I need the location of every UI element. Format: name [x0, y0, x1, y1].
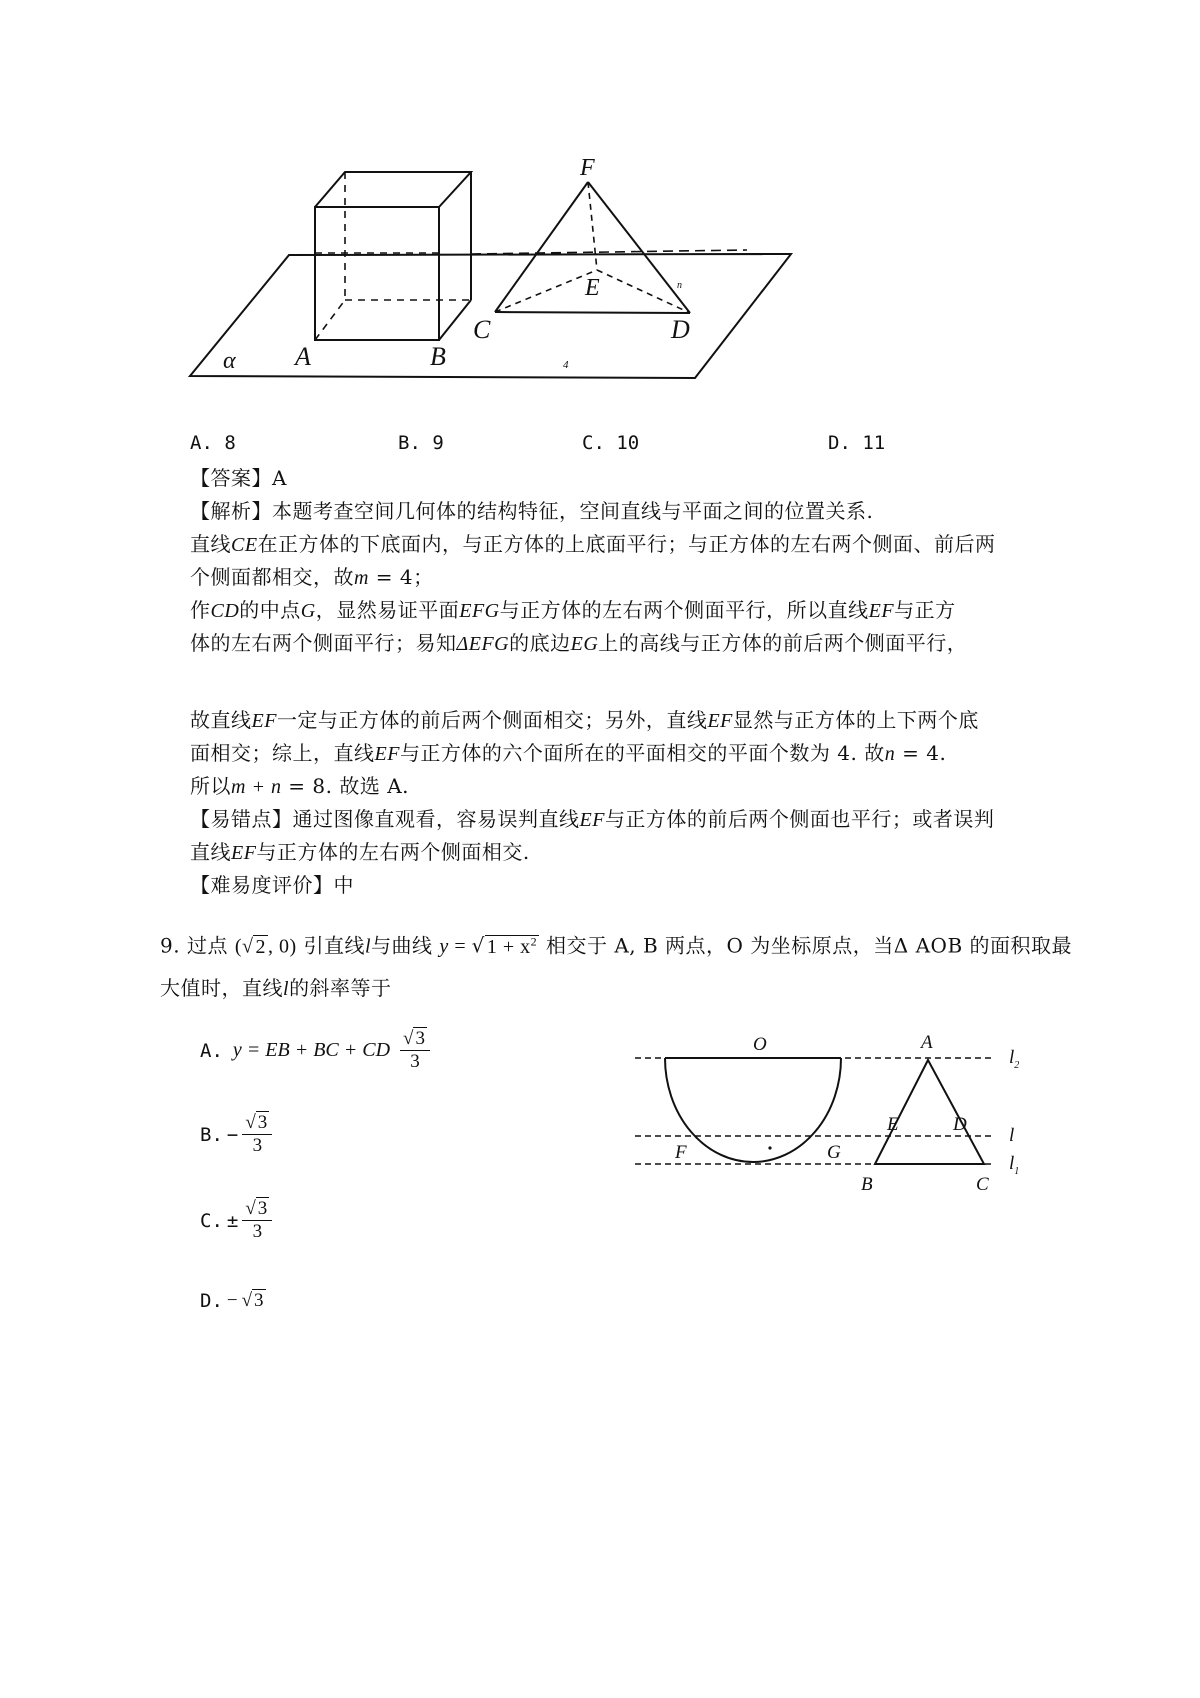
label-F: F — [675, 1142, 687, 1163]
denominator: 3 — [252, 1135, 263, 1156]
radicand: 2 — [255, 935, 266, 958]
q8-para-line-5 — [190, 704, 979, 738]
label-C: C — [976, 1174, 989, 1195]
fraction: $\frac{√ 3}{3}$ — [242, 1198, 272, 1243]
var-g: G — [300, 600, 316, 622]
numerator: 3 — [257, 1198, 268, 1219]
sign: ± — [226, 1209, 239, 1232]
label-l: l — [1009, 1125, 1015, 1146]
semicircle — [665, 1058, 841, 1162]
cube-bottom-right-edge — [439, 300, 471, 340]
q9-option-a — [200, 1028, 430, 1073]
label-alpha: α — [223, 348, 236, 374]
label-D: D — [671, 315, 690, 344]
label-G: G — [827, 1142, 841, 1163]
q9-option-c — [200, 1198, 272, 1243]
text: 与正方体的前后两个侧面也平行；或者误判 — [604, 807, 995, 831]
text: . — [939, 741, 947, 765]
var-y: y — [439, 935, 449, 958]
q8-para-line-4 — [190, 627, 967, 661]
label-F: F — [580, 155, 595, 181]
label-mark-4: 4 — [563, 359, 569, 371]
var-ef: EF — [868, 600, 895, 622]
q8-figure — [185, 150, 825, 390]
point: (√ 2 , 0) — [234, 935, 297, 958]
var-ce: CE — [231, 534, 258, 556]
error-tag: 【易错点】 — [190, 807, 293, 831]
q9-stem-line-1: 9. 过点 (√ 2 , 0) 引直线l与曲线 y = √ $1 + x^2$ 相交于 A, B 两点，O 为坐标原点，当Δ AOB 的面积取最 — [160, 933, 1073, 958]
text: 的斜率等于 — [289, 976, 392, 1000]
text: 相交于 A, B 两点，O 为坐标原点，当Δ AOB 的面积取最 — [545, 933, 1073, 958]
q8-para-line-3 — [190, 594, 956, 628]
label-A: A — [921, 1032, 933, 1053]
text: 与正方 — [894, 598, 956, 622]
denominator: 3 — [410, 1051, 420, 1072]
text: 直线 — [190, 840, 231, 864]
var-l: l — [365, 935, 372, 958]
semicircle-center-dot — [768, 1146, 771, 1149]
fraction: $\frac{√ 3}{3}$ — [400, 1028, 430, 1073]
fraction: $\frac{√ 3}{3}$ — [242, 1112, 272, 1157]
numerator: 3 — [415, 1028, 425, 1049]
var-cd: CD — [210, 600, 240, 622]
var-ef: EF — [251, 710, 277, 732]
var-l: l — [283, 978, 290, 1000]
q8-para-line-1 — [190, 528, 996, 562]
q8-choice-c: C. 10 — [582, 432, 640, 454]
label-n: n — [677, 280, 682, 291]
q8-difficulty — [190, 869, 354, 902]
label-O: O — [753, 1034, 767, 1055]
label-B: B — [861, 1174, 873, 1195]
option-label: D. — [200, 1290, 223, 1312]
sign: − — [226, 1123, 239, 1146]
cube-top-edges — [315, 172, 471, 207]
q8-error-line-2 — [190, 836, 530, 870]
text: 个侧面都相交，故 — [190, 565, 354, 589]
answer-tag: 【答案】 — [190, 466, 272, 490]
var-efg: EFG — [459, 600, 500, 622]
text: 与正方体的六个面所在的平面相交的平面个数为 4. 故 — [399, 741, 885, 765]
q9-option-b — [200, 1112, 272, 1157]
text: 作 — [190, 598, 211, 622]
q9-figure — [635, 1030, 1035, 1200]
q8-analysis — [190, 495, 873, 528]
option-label: A. — [200, 1039, 223, 1062]
equals: = — [448, 935, 472, 958]
plane-alpha — [190, 254, 791, 378]
label-E: E — [887, 1114, 899, 1135]
parallel-lines — [635, 1058, 995, 1164]
text: ( — [234, 935, 242, 958]
var-ef: EF — [707, 710, 733, 732]
equation: = 4 — [368, 565, 414, 589]
q9-option-d: D. − √ 3 — [200, 1290, 264, 1312]
var-n: n — [884, 743, 896, 765]
var-ef: EF — [579, 809, 605, 831]
q8-choice-a: A. 8 — [190, 432, 236, 454]
text: 直线 — [190, 532, 231, 556]
text: 上的高线与正方体的前后两个侧面平行， — [598, 631, 968, 655]
text: 体的左右两个侧面平行；易知 — [190, 631, 457, 655]
text: 在正方体的下底面内，与正方体的上底面平行；与正方体的左右两个侧面、前后两 — [257, 532, 996, 556]
text: . 故选 A. — [325, 774, 410, 798]
var-triangle-efg: ΔEFG — [456, 633, 510, 655]
q8-para-line-6 — [190, 737, 946, 771]
var-eg: EG — [570, 633, 599, 655]
analysis-tag: 【解析】 — [190, 499, 272, 523]
label-A: A — [295, 342, 311, 371]
q8-choice-b: B. 9 — [398, 432, 444, 454]
numerator: 3 — [257, 1112, 268, 1133]
radicand: 3 — [254, 1290, 264, 1311]
text: 的底边 — [509, 631, 571, 655]
option-label: C. — [200, 1209, 223, 1232]
label-C: C — [473, 315, 491, 344]
text: 一定与正方体的前后两个侧面相交；另外，直线 — [276, 708, 708, 732]
equation: = 4 — [895, 741, 940, 765]
exponent: 2 — [530, 934, 538, 948]
text: 与正方体的左右两个侧面平行，所以直线 — [499, 598, 869, 622]
curve-radicand — [485, 935, 539, 958]
option-expr: y = EB + BC + CD — [232, 1039, 391, 1061]
difficulty-value: 中 — [333, 873, 354, 897]
text: 故直线 — [190, 708, 252, 732]
q8-choice-d: D. 11 — [828, 432, 886, 454]
var-m: m — [354, 567, 369, 589]
analysis-text: 本题考查空间几何体的结构特征，空间直线与平面之间的位置关系. — [272, 499, 874, 523]
denominator: 3 — [252, 1221, 263, 1242]
q8-error-line-1 — [190, 803, 994, 837]
text: 1 + x — [486, 935, 531, 958]
q8-para-line-7 — [190, 770, 409, 804]
label-E: E — [585, 275, 600, 301]
text: 的中点 — [239, 598, 301, 622]
var-ef: EF — [231, 842, 257, 864]
text: 通过图像直观看，容易误判直线 — [292, 807, 580, 831]
text: 与曲线 — [371, 933, 433, 958]
text: , 0) — [267, 935, 297, 958]
label-B: B — [430, 342, 446, 371]
cube-front-face — [315, 207, 439, 340]
var-m-plus-n: m + n — [231, 776, 282, 798]
label-D: D — [953, 1114, 967, 1135]
label-l2: $l_2$ — [1009, 1047, 1020, 1071]
q9-stem-line-2 — [160, 972, 392, 1006]
text: ； — [413, 565, 434, 589]
var-ef: EF — [374, 743, 400, 765]
text: 面相交；综上，直线 — [190, 741, 375, 765]
question-number: 9. 过点 — [160, 933, 228, 958]
q8-para-line-2 — [190, 561, 434, 595]
option-label: B. — [200, 1123, 223, 1146]
text: 显然与正方体的上下两个底 — [732, 708, 979, 732]
text: 所以 — [190, 774, 231, 798]
equation: = 8 — [281, 774, 326, 798]
text: 大值时，直线 — [160, 976, 283, 1000]
triangle-abc — [875, 1060, 984, 1164]
sign: − — [226, 1290, 238, 1311]
text: ，显然易证平面 — [315, 598, 460, 622]
label-l1: $l_1$ — [1009, 1153, 1020, 1177]
difficulty-tag: 【难易度评价】 — [190, 873, 334, 897]
text: 引直线 — [303, 933, 365, 958]
q8-answer — [190, 462, 287, 495]
text: 与正方体的左右两个侧面相交. — [256, 840, 530, 864]
answer-value: A — [272, 466, 287, 490]
